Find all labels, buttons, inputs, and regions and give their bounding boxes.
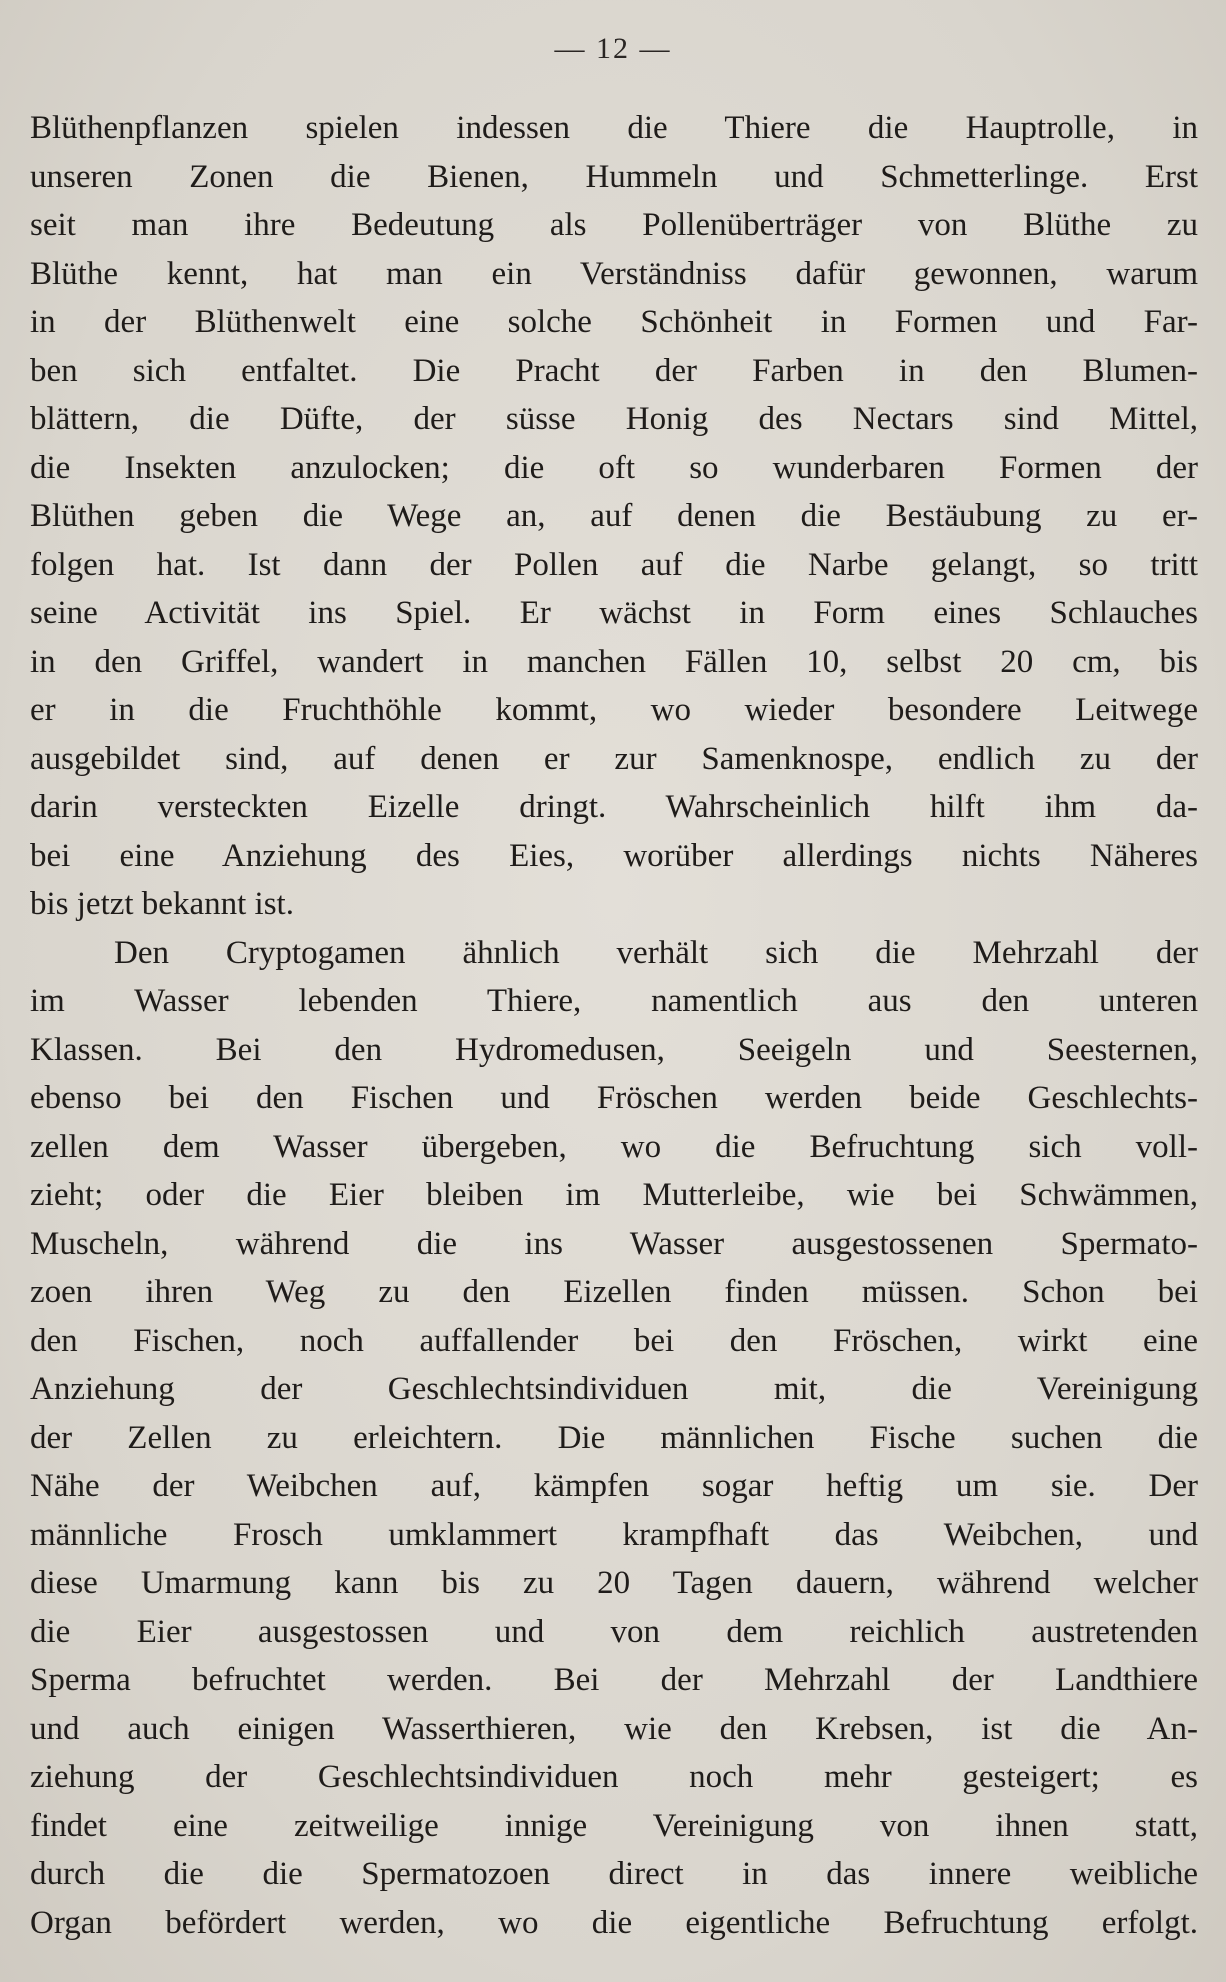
body-text bbox=[30, 104, 1198, 1947]
text-line: findet eine zeitweilige innige Vereinigung von ihnen statt, bbox=[30, 1807, 1198, 1844]
text-line: den Fischen, noch auffallender bei den Fröschen, wirkt eine bbox=[30, 1322, 1198, 1359]
text-line: zieht; oder die Eier bleiben im Mutterleibe, wie bei Schwämmen, bbox=[30, 1177, 1198, 1213]
text-line: folgen hat. Ist dann der Pollen auf die Narbe gelangt, so tritt bbox=[30, 546, 1198, 583]
paragraph-start-line: Den Cryptogamen ähnlich verhält sich die Mehrzahl der bbox=[114, 934, 1198, 971]
text-line: ebenso bei den Fischen und Fröschen werden beide Geschlechts- bbox=[30, 1080, 1198, 1116]
text-line: Organ befördert werden, wo die eigentliche Befruchtung erfolgt. bbox=[30, 1904, 1198, 1941]
text-line: seit man ihre Bedeutung als Pollenüberträger von Blüthe zu bbox=[30, 207, 1198, 243]
text-line: zellen dem Wasser übergeben, wo die Befruchtung sich voll- bbox=[30, 1128, 1198, 1165]
text-line: Nähe der Weibchen auf, kämpfen sogar heftig um sie. Der bbox=[30, 1468, 1198, 1504]
text-line: der Zellen zu erleichtern. Die männlichen Fische suchen die bbox=[30, 1419, 1198, 1456]
page-number-header: — 12 — bbox=[554, 32, 672, 65]
text-line: diese Umarmung kann bis zu 20 Tagen dauern, während welcher bbox=[30, 1565, 1198, 1601]
text-line: unseren Zonen die Bienen, Hummeln und Schmetterlinge. Erst bbox=[30, 158, 1198, 195]
text-line: die Eier ausgestossen und von dem reichlich austretenden bbox=[30, 1613, 1198, 1650]
text-line: männliche Frosch umklammert krampfhaft das Weibchen, und bbox=[30, 1516, 1198, 1553]
text-line: zoen ihren Weg zu den Eizellen finden müssen. Schon bei bbox=[30, 1274, 1198, 1310]
text-line: im Wasser lebenden Thiere, namentlich aus den unteren bbox=[30, 983, 1198, 1019]
text-line: darin versteckten Eizelle dringt. Wahrscheinlich hilft ihm da- bbox=[30, 789, 1198, 825]
text-line: und auch einigen Wasserthieren, wie den Krebsen, ist die An- bbox=[30, 1710, 1198, 1747]
text-line: Blüthe kennt, hat man ein Verständniss dafür gewonnen, warum bbox=[30, 255, 1198, 292]
paragraph-end-line: bis jetzt bekannt ist. bbox=[30, 886, 294, 922]
text-line: ziehung der Geschlechtsindividuen noch mehr gesteigert; es bbox=[30, 1759, 1198, 1795]
text-line: Sperma befruchtet werden. Bei der Mehrzahl der Landthiere bbox=[30, 1662, 1198, 1698]
text-line: durch die die Spermatozoen direct in das innere weibliche bbox=[30, 1856, 1198, 1892]
text-line: Blüthenpflanzen spielen indessen die Thiere die Hauptrolle, in bbox=[30, 110, 1198, 146]
text-line: in der Blüthenwelt eine solche Schönheit in Formen und Far- bbox=[30, 304, 1198, 340]
text-line: ausgebildet sind, auf denen er zur Samenknospe, endlich zu der bbox=[30, 740, 1198, 777]
text-line: die Insekten anzulocken; die oft so wunderbaren Formen der bbox=[30, 449, 1198, 486]
text-line: blättern, die Düfte, der süsse Honig des Nectars sind Mittel, bbox=[30, 401, 1198, 437]
text-line: Klassen. Bei den Hydromedusen, Seeigeln und Seesternen, bbox=[30, 1031, 1198, 1068]
text-line: bei eine Anziehung des Eies, worüber allerdings nichts Näheres bbox=[30, 837, 1198, 874]
text-line: Muscheln, während die ins Wasser ausgestossenen Spermato- bbox=[30, 1225, 1198, 1262]
text-line: er in die Fruchthöhle kommt, wo wieder besondere Leitwege bbox=[30, 692, 1198, 728]
text-line: in den Griffel, wandert in manchen Fällen 10, selbst 20 cm, bis bbox=[30, 643, 1198, 680]
text-line: ben sich entfaltet. Die Pracht der Farben in den Blumen- bbox=[30, 352, 1198, 389]
text-line: Blüthen geben die Wege an, auf denen die Bestäubung zu er- bbox=[30, 498, 1198, 534]
text-line: seine Activität ins Spiel. Er wächst in Form eines Schlauches bbox=[30, 595, 1198, 631]
text-line: Anziehung der Geschlechtsindividuen mit, die Vereinigung bbox=[30, 1371, 1198, 1407]
